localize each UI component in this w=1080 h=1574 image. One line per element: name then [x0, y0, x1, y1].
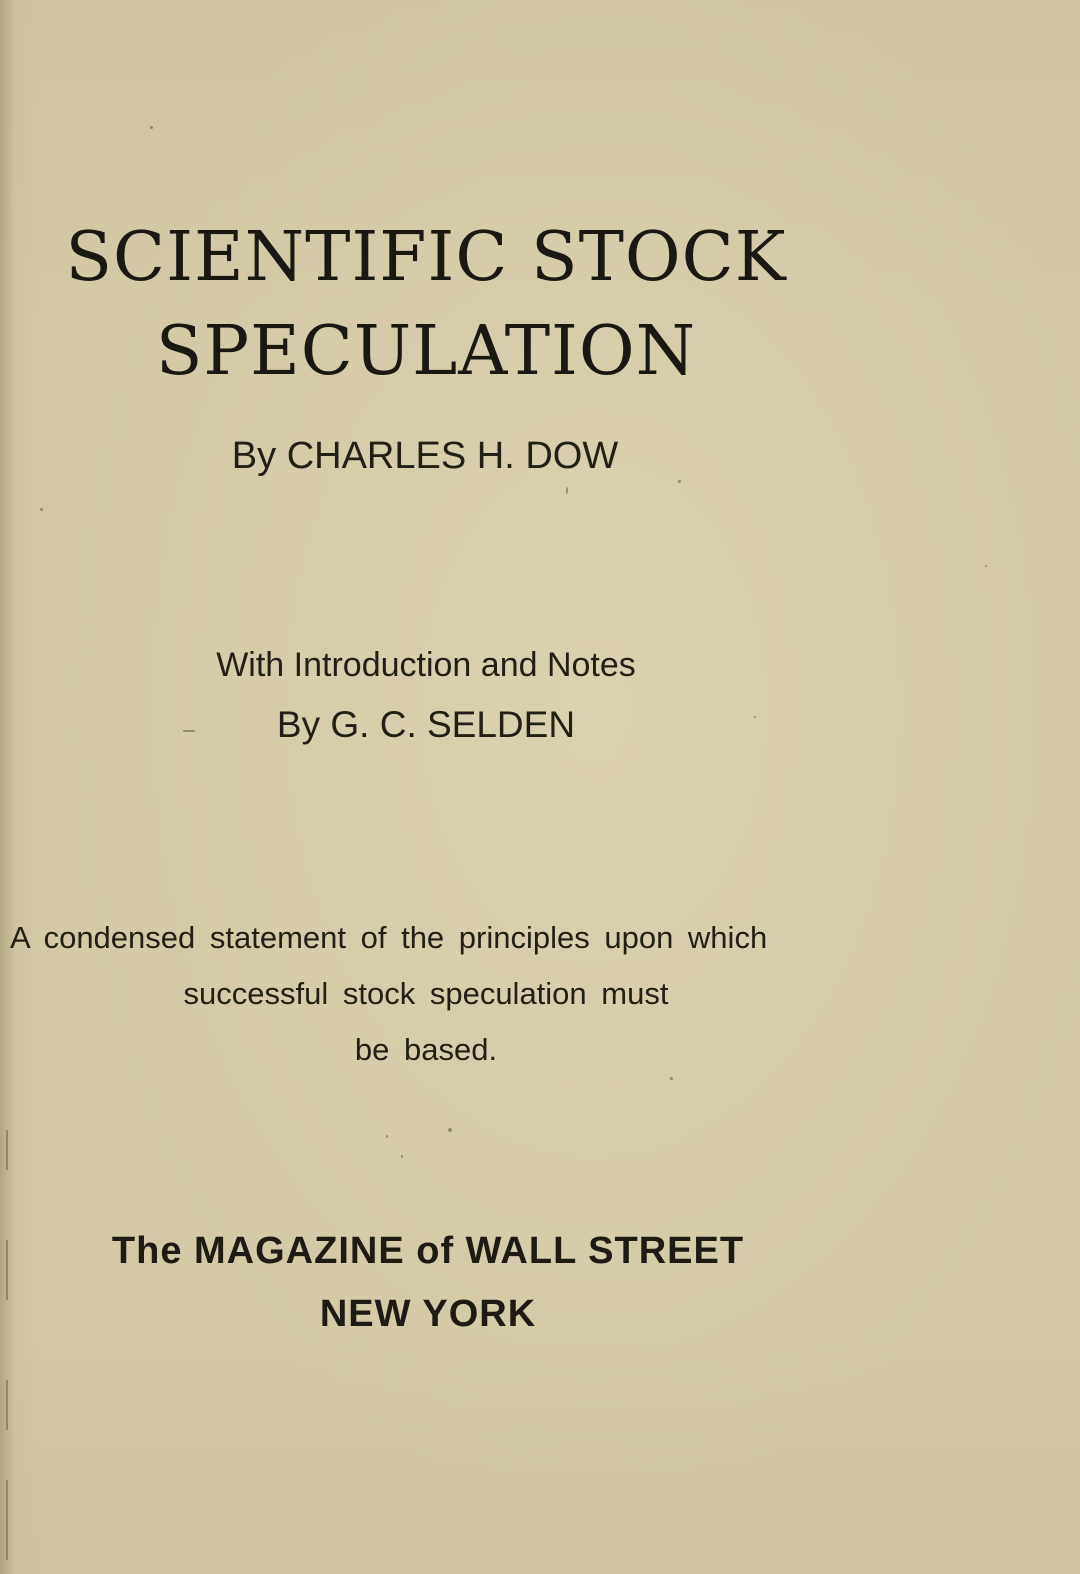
paper-speck — [985, 565, 987, 567]
binding-edge-mark — [6, 1480, 8, 1560]
paper-speck — [448, 1128, 452, 1132]
paper-speck — [40, 508, 43, 511]
paper-speck — [678, 480, 681, 483]
book-title-line-1: SCIENTIFIC STOCK — [65, 218, 787, 297]
binding-edge-mark — [6, 1130, 8, 1170]
publisher-city: NEW YORK — [319, 1293, 537, 1335]
description-line-3: be based. — [354, 1032, 498, 1067]
author-credit: By CHARLES H. DOW — [231, 435, 619, 477]
paper-speck — [150, 126, 153, 129]
paper-speck — [386, 1135, 388, 1138]
binding-edge-mark — [6, 1380, 8, 1430]
paper-speck — [401, 1155, 403, 1158]
publisher-name: The MAGAZINE of WALL STREET — [111, 1230, 745, 1272]
paper-speck — [566, 487, 568, 494]
paper-speck — [754, 716, 756, 718]
introduction-note: With Introduction and Notes — [216, 646, 636, 684]
editor-credit: By G. C. SELDEN — [276, 704, 576, 745]
binding-edge-mark — [6, 1240, 8, 1300]
paper-speck — [670, 1077, 673, 1080]
description-line-1: A condensed statement of the principles upon which — [10, 920, 768, 955]
description-line-2: successful stock speculation must — [183, 976, 669, 1011]
paper-speck — [183, 730, 195, 732]
book-title-line-2: SPECULATION — [155, 312, 697, 391]
